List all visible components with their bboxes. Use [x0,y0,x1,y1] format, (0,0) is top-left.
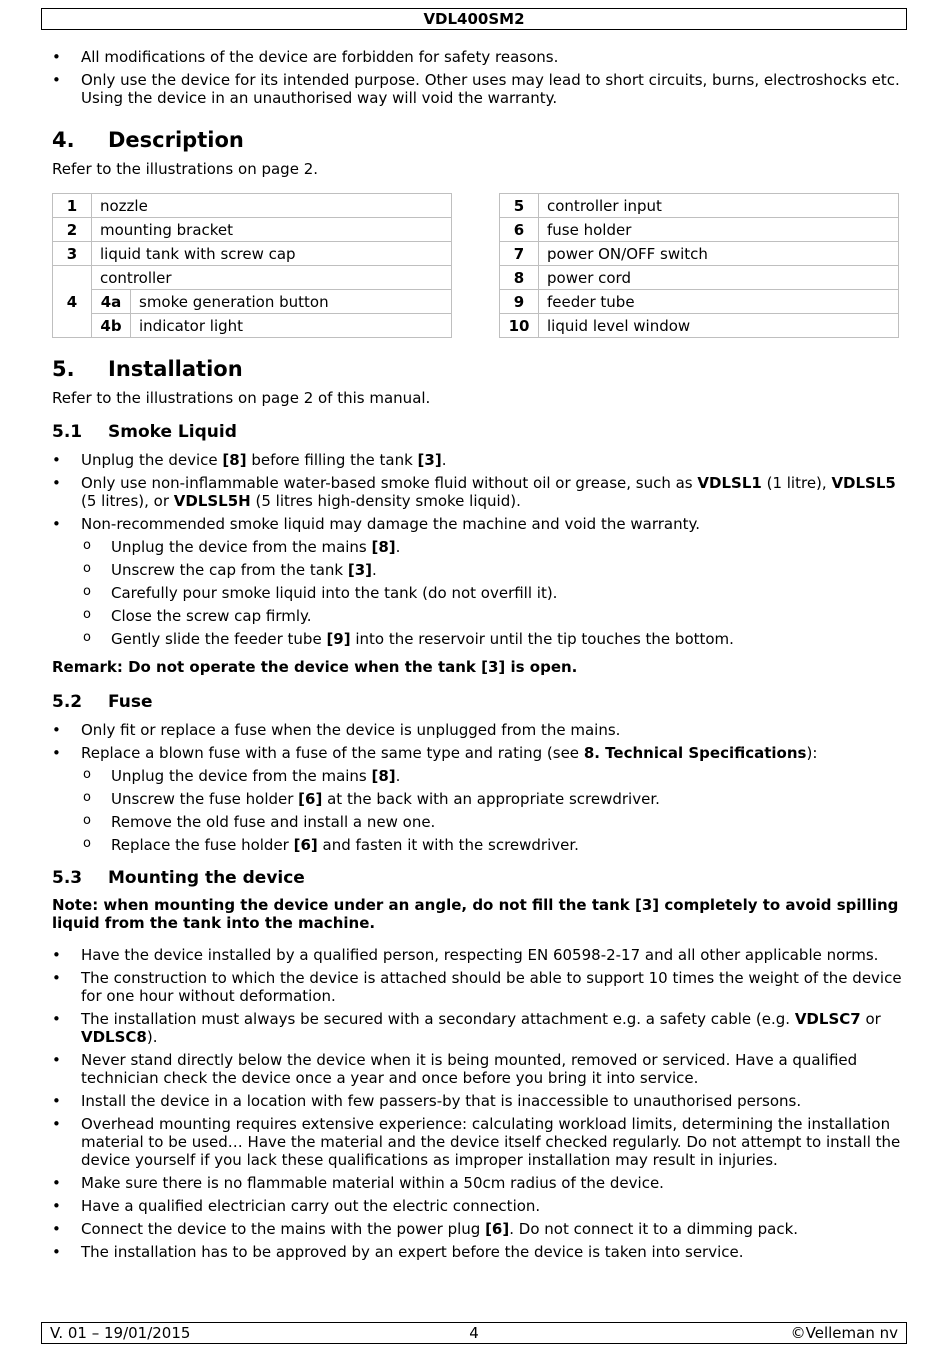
table-row [53,194,452,218]
list-item: • Install the device in a location with few passers-by that is inaccessible to unauthorised persons. [52,1092,902,1110]
part-ref: [6] [293,836,318,854]
part-subnumber: 4a [92,290,131,314]
text: Unscrew the fuse holder [111,790,299,808]
table-row [53,218,452,242]
text: (1 litre), [761,474,832,492]
list-item [52,1010,902,1046]
installation-refer-text: Refer to the illustrations on page 2 of this manual. [52,389,431,407]
list-item: • Only use the device for its intended purpose. Other uses may lead to short circuits, burns, electroshocks etc. Using the device in an unauthorised way will void the warranty. [52,71,902,107]
step-item [52,767,902,785]
part-label: feeder tube [539,290,899,314]
part-label: controller input [539,194,899,218]
part-ref: [3] [347,561,373,579]
smoke-bullet-list [52,451,902,533]
mounting-bullet-list [52,946,902,1261]
list-item: • The construction to which the device is attached should be able to support 10 times the weight of the device for one hour without deformation. [52,969,902,1005]
part-ref: [8] [371,538,396,556]
table-row [500,314,899,338]
list-item: • The installation has to be approved by an expert before the device is taken into service. [52,1243,902,1261]
part-number: 1 [53,194,92,218]
list-item: • All modifications of the device are forbidden for safety reasons. [52,48,902,66]
list-item: • Have a qualified electrician carry out the electric connection. [52,1197,902,1215]
remark-text: Remark: Do not operate the device when the tank [3] is open. [52,658,578,676]
step-item [52,790,902,808]
table-row [53,290,452,314]
text: Unplug the device from the mains [111,767,372,785]
part-ref: [6] [485,1220,510,1238]
section-heading-description [52,128,902,152]
step-item [52,538,902,556]
text: (5 litres), or [81,492,174,510]
subsection-number: 5.2 [52,692,83,712]
parts-table-left [52,193,452,338]
section-number: 5. [52,357,75,381]
part-label: smoke generation button [131,290,452,314]
list-item: • Make sure there is no flammable material within a 50cm radius of the device. [52,1174,902,1192]
section-number: 4. [52,128,75,152]
part-label: controller [92,266,452,290]
parts-tables [52,193,902,339]
part-label: liquid level window [539,314,899,338]
table-row [500,218,899,242]
text: . [372,561,377,579]
step-item: o Carefully pour smoke liquid into the tank (do not overfill it). [52,584,902,602]
step-item [52,836,902,854]
list-item [52,474,902,510]
part-number: 2 [53,218,92,242]
intro-bullet-list [52,48,902,107]
product-code: VDLSL1 [697,474,762,492]
page-header [41,8,907,30]
fuse-bullet-list [52,721,902,762]
step-item [52,561,902,579]
section-ref: 8. Technical Specifications [583,744,807,762]
page-footer [41,1322,907,1344]
part-number: 5 [500,194,539,218]
text: . [395,767,401,785]
text: Connect the device to the mains with the power plug [81,1220,486,1238]
part-label: power cord [539,266,899,290]
text: . Do not connect it to a dimming pack. [509,1220,799,1238]
step-item: o Close the screw cap firmly. [52,607,902,625]
subsection-title: Smoke Liquid [108,422,237,442]
table-row [500,266,899,290]
header-title: VDL400SM2 [423,10,525,28]
subsection-title: Fuse [108,692,153,712]
text: ). [146,1028,158,1046]
part-number: 3 [53,242,92,266]
part-ref: [3] [417,451,442,469]
part-ref: [8] [371,767,396,785]
part-label: power ON/OFF switch [539,242,899,266]
table-row [500,290,899,314]
part-subnumber: 4b [92,314,131,338]
subsection-heading-smoke-liquid [52,422,902,442]
text: Replace a blown fuse with a fuse of the same type and rating (see [81,744,584,762]
product-code: VDLSL5 [831,474,896,492]
step-item [52,630,902,648]
list-item: • Never stand directly below the device when it is being mounted, removed or serviced. Have a qualified technician check the device once a year and once before you bring it into service. [52,1051,902,1087]
table-row [500,194,899,218]
subsection-title: Mounting the device [108,868,305,888]
product-code: VDLSC7 [794,1010,861,1028]
step-item: o Remove the old fuse and install a new one. [52,813,902,831]
subsection-heading-fuse [52,692,902,712]
text: Unplug the device [81,451,223,469]
part-ref: [6] [298,790,323,808]
product-code: VDLSL5H [173,492,251,510]
list-item: • Overhead mounting requires extensive experience: calculating workload limits, determining the installation material to be used… Have the material and the device itself checked regularly. Do not attempt to install the device yourself if you lack these qualifications as improper installation may result in injuries. [52,1115,902,1169]
page-content [52,48,902,1266]
table-row [53,242,452,266]
list-item [52,744,902,762]
part-label: nozzle [92,194,452,218]
part-ref: [8] [222,451,247,469]
text: Unplug the device from the mains [111,538,372,556]
text: The installation must always be secured with a secondary attachment e.g. a safety cable (e.g. [81,1010,795,1028]
note-text: Note: when mounting the device under an angle, do not fill the tank [3] completely to avoid spilling liquid from the tank into the machine. [52,896,899,932]
text: before filling the tank [246,451,418,469]
table-row [500,242,899,266]
list-item [52,1220,902,1238]
text: or [860,1010,881,1028]
part-number: 4 [53,266,92,338]
list-item: • Have the device installed by a qualified person, respecting EN 60598-2-17 and all other applicable norms. [52,946,902,964]
part-number: 7 [500,242,539,266]
list-item: • Non-recommended smoke liquid may damage the machine and void the warranty. [52,515,902,533]
text: . [395,538,401,556]
smoke-step-list [52,538,902,648]
parts-table-right [499,193,899,338]
table-row [53,266,452,290]
text: (5 litres high-density smoke liquid). [250,492,521,510]
text: into the reservoir until the tip touches the bottom. [350,630,734,648]
subsection-heading-mounting [52,868,902,888]
description-refer-text: Refer to the illustrations on page 2. [52,160,319,178]
footer-version: V. 01 – 19/01/2015 [50,1324,191,1342]
footer-page-number: 4 [469,1324,479,1342]
product-code: VDLSC8 [81,1028,147,1046]
part-number: 8 [500,266,539,290]
list-item: • Only fit or replace a fuse when the device is unplugged from the mains. [52,721,902,739]
text: at the back with an appropriate screwdriver. [322,790,660,808]
text: ): [806,744,818,762]
section-title: Description [108,128,244,152]
fuse-step-list [52,767,902,854]
part-number: 9 [500,290,539,314]
part-label: indicator light [131,314,452,338]
table-row [53,314,452,338]
text: Gently slide the feeder tube [111,630,327,648]
part-label: liquid tank with screw cap [92,242,452,266]
part-number: 10 [500,314,539,338]
part-ref: [9] [326,630,351,648]
section-heading-installation [52,357,902,381]
text: Only use non-inflammable water-based smoke fluid without oil or grease, such as [81,474,698,492]
footer-copyright: ©Velleman nv [790,1324,898,1342]
list-item [52,451,902,469]
subsection-number: 5.1 [52,422,83,442]
text: and fasten it with the screwdriver. [317,836,579,854]
section-title: Installation [108,357,243,381]
part-label: fuse holder [539,218,899,242]
subsection-number: 5.3 [52,868,83,888]
text: Replace the fuse holder [111,836,294,854]
part-number: 6 [500,218,539,242]
text: . [441,451,447,469]
text: Unscrew the cap from the tank [111,561,348,579]
part-label: mounting bracket [92,218,452,242]
